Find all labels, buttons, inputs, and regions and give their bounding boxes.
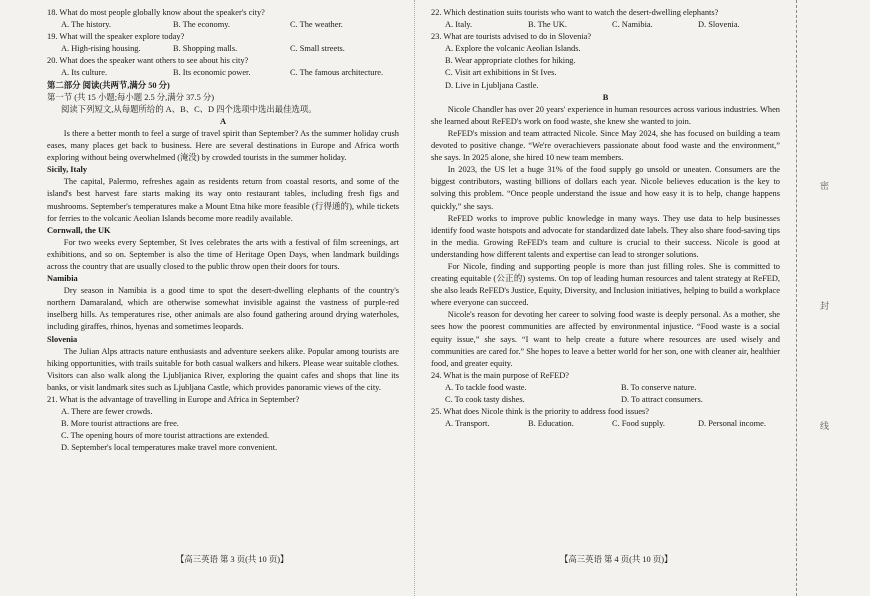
answer-option: A. The history. (61, 20, 112, 30)
paragraph: ReFED's mission and team attracted Nicole. Since May 2024, she has focused on building a team devoted to positive change. “We're overachievers passionate about food waste and the environment,” she says. In 2025 alone, she hired 10 new team members. (431, 128, 780, 163)
answer-option: C. Small streets. (290, 44, 345, 54)
answer-option: B. To conserve nature. (621, 382, 697, 392)
page-divider (414, 0, 415, 596)
paragraph: Nicole Chandler has over 20 years' experience in human resources across various industries. When she learned about ReFED's work on food waste, she knew she wanted to join. (431, 104, 780, 126)
answer-option: C. The weather. (290, 20, 343, 30)
answer-option: D. Personal income. (698, 419, 766, 429)
page-footer-right: 【高三英语 第 4 页(共 10 页)】 (560, 555, 673, 564)
paragraph: The capital, Palermo, refreshes again as residents return from coastal resorts, and some of the island's best harvest fare starts making its way onto restaurant tables, including fresh figs and mushrooms. September's temperatures make a Mount Etna hike more feasible (行得通的), while tickets for ferries to the volcanic Aeolian Islands become more readily available. (47, 177, 399, 223)
answer-option: D. To attract consumers. (621, 395, 703, 404)
instruction: 阅读下列短文,从每题所给的 A、B、C、D 四个选项中选出最佳选项。 (61, 104, 317, 114)
answer-option: C. The opening hours of more tourist attractions are extended. (61, 431, 270, 441)
paragraph: The Julian Alps attracts nature enthusiasts and adventure seekers alike. Popular among tourists are hiking opportunities, with trails suitable for both casual walkers and hikers. Please wear suitable clothes. Visitors can also walk along the Ljubljanica River, exploring the quaint cafes and shops that line its banks, or visit landmark sites such as Ljubljana Castle, which provides panoramic views of the city. (47, 346, 399, 392)
answer-options (431, 382, 780, 394)
answer-option: A. High-rising housing. (61, 44, 141, 54)
answer-option: B. The UK. (528, 20, 567, 30)
paragraph: ReFED works to improve public knowledge in many ways. They use data to help businesses identify food waste hotspots and advocate for standardized date labels. They also share food-saving tips in the media. Growing ReFED's team and culture is crucial to their success. Nicole is good at understanding how different talents and expertise can lead to stronger solutions. (431, 213, 780, 259)
answer-option: C. Namibia. (612, 20, 653, 30)
seal-char: 密 (820, 181, 830, 191)
section-heading: Namibia (47, 274, 78, 284)
answer-option: C. Visit art exhibitions in St Ives. (445, 68, 557, 78)
section-heading: Sicily, Italy (47, 165, 88, 175)
section-heading: Cornwall, the UK (47, 225, 111, 235)
seal-char: 封 (820, 301, 830, 311)
answer-options (47, 67, 399, 79)
answer-option: D. September's local temperatures make travel more convenient. (61, 443, 278, 453)
seal-char: 线 (820, 421, 830, 431)
paragraph: Nicole's reason for devoting her career to solving food waste is deeply personal. As a mother, she sees how the poorest communities are affected by environmental injustice. “Food waste is a social equity issue,” she says. “I want to help create a future where resources are used wisely and communities are cared for.” She hopes to leave a better world for her son, one with cleaner air, healthier food, and greater equity. (431, 310, 780, 368)
question-text: 21. What is the advantage of travelling in Europe and Africa in September? (47, 395, 300, 404)
answer-options (431, 19, 780, 31)
answer-option: B. The economy. (173, 20, 230, 30)
seal-line (796, 0, 797, 596)
answer-option: A. Italy. (445, 20, 473, 30)
answer-option: D. Live in Ljubljana Castle. (445, 80, 539, 90)
question-text: 18. What do most people globally know about the speaker's city? (47, 8, 265, 17)
answer-option: B. More tourist attractions are free. (61, 419, 179, 429)
right-column (431, 7, 780, 430)
page-footer-left: 【高三英语 第 3 页(共 10 页)】 (176, 555, 289, 564)
paragraph: For Nicole, finding and supporting people is more than just filling roles. She is committed to creating equitable (公正的) systems. On top of leading human resources and talent strategy at ReFED, she also leads ReFED's Justice, Equity, Diversity, and Inclusion initiatives, helping to build a workplace where everyone can succeed. (431, 261, 780, 308)
answer-options (431, 394, 780, 406)
answer-option: A. To tackle food waste. (445, 382, 527, 392)
answer-option: B. Wear appropriate clothes for hiking. (445, 56, 576, 66)
question-text: 23. What are tourists advised to do in Slovenia? (431, 32, 592, 42)
answer-option: B. Shopping malls. (173, 44, 238, 54)
paragraph: For two weeks every September, St Ives celebrates the arts with a festival of film screenings, art exhibitions, and so on. September is also the time of Heritage Open Days, when landmark buildings across the country that are usually closed to the public throw open their doors for tours. (47, 237, 399, 271)
answer-options (47, 19, 399, 31)
answer-option: D. Slovenia. (698, 20, 740, 30)
passage-label: B (602, 92, 609, 102)
question-text: 25. What does Nicole think is the priority to address food issues? (431, 407, 650, 417)
answer-option: B. Its economic power. (173, 68, 251, 78)
left-column (47, 7, 399, 454)
answer-options (47, 43, 399, 55)
answer-option: A. Its culture. (61, 68, 108, 78)
section-heading: 第二部分 阅读(共两节,满分 50 分) (47, 80, 170, 90)
answer-option: B. Education. (528, 419, 574, 429)
question-text: 19. What will the speaker explore today? (47, 32, 185, 42)
paragraph: Is there a better month to feel a surge of travel spirit than September? As the summer holiday crush eases, many places get back to business. Here are several destinations in Europe and Africa worth exploring without being overwhelmed (淹没) by crowded tourists in the summer holiday. (47, 128, 399, 163)
passage-label: A (219, 116, 227, 126)
section-heading: Slovenia (47, 334, 78, 344)
paragraph: In 2023, the US let a huge 31% of the food supply go unsold or uneaten. Consumers are the biggest contributors, wasting billions of dollars each year. Nicole believes education is the key to solving this problem. “Once people understand the issue and how easy it is to help, change happens quickly,” she says. (431, 165, 780, 211)
question-text: 24. What is the main purpose of ReFED? (431, 370, 570, 380)
question-text: 22. Which destination suits tourists who want to watch the desert-dwelling elephants? (431, 8, 719, 17)
answer-option: A. There are fewer crowds. (61, 407, 153, 417)
answer-option: C. To cook tasty dishes. (445, 395, 525, 404)
answer-options (431, 418, 780, 430)
answer-option: C. Food supply. (612, 419, 665, 429)
answer-option: A. Transport. (445, 419, 490, 429)
answer-option: A. Explore the volcanic Aeolian Islands. (445, 44, 581, 54)
paragraph: Dry season in Namibia is a good time to spot the desert-dwelling elephants of the country's northern Damaraland, which are otherwise somewhat invisible against the vastness of purple-red inselberg hills. As temperatures rise, other animals are also found gathering around drying waterholes, including giraffes, rhinos, hyenas and sometimes leopards. (47, 286, 399, 332)
question-text: 第一节 (共 15 小题;每小题 2.5 分,满分 37.5 分) (47, 92, 215, 102)
question-text: 20. What does the speaker want others to see about his city? (47, 56, 249, 66)
answer-option: C. The famous architecture. (290, 68, 384, 78)
